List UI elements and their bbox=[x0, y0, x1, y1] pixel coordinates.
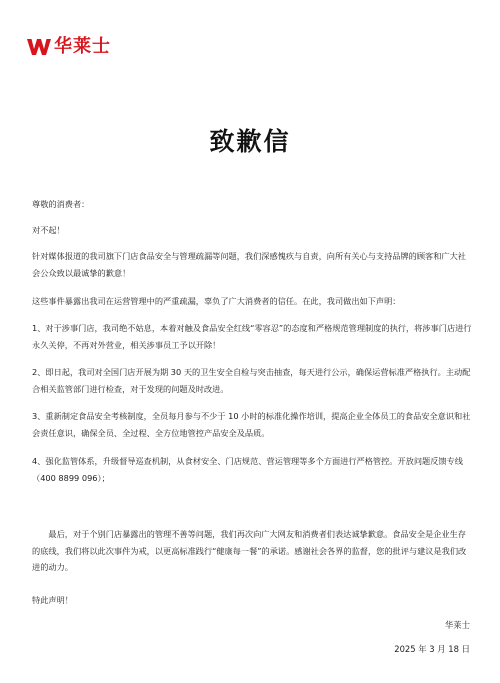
paragraph-apology: 针对媒体报道的我司旗下门店食品安全与管理疏漏等问题，我们深感愧疚与自责，向所有关心与支持品牌的顾客和广大社会公众致以最诚挚的歉意！ bbox=[32, 251, 466, 278]
statement-item-4: 4、强化监管体系，升级督导巡查机制，从食材安全、门店规范、营运管理等多个方面进行严格管控。开放问题反馈专线（400 8899 096）； bbox=[32, 456, 463, 483]
letter-title: 致歉信 bbox=[209, 127, 291, 156]
letter-statement-end: 特此声明！ bbox=[32, 595, 73, 605]
brand-name: 华莱士 bbox=[54, 36, 111, 57]
brand-logo bbox=[27, 36, 111, 58]
letter-opening: 对不起！ bbox=[32, 225, 65, 235]
letter-date: 2025 年 3 月 18 日 bbox=[394, 644, 470, 654]
paragraph-closing: 最后，对于个别门店暴露出的管理不善等问题，我们再次向广大网友和消费者们表达诚挚歉意。食品安全是企业生存的底线，我们将以此次事件为戒，以更高标准践行“健康每一餐”的承诺。感谢社会各界的监督，您的批评与建议是我们改进的动力。 bbox=[32, 529, 467, 572]
statement-item-2: 2、即日起，我司对全国门店开展为期 30 天的卫生安全自检与突击抽查，每天进行公示，确保运营标准严格执行。主动配合相关监管部门进行检查，对于发现的问题及时改进。 bbox=[32, 367, 471, 394]
statement-item-1: 1、对于涉事门店，我司绝不姑息，本着对触及食品安全红线“零容忍”的态度和严格规范管理制度的执行，将涉事门店进行永久关停，不再对外营业，相关涉事员工予以开除！ bbox=[32, 323, 472, 350]
letter-signature: 华莱士 bbox=[444, 620, 470, 630]
statement-item-3: 3、重新制定食品安全考核制度，全员每月参与不少于 10 小时的标准化操作培训，提高企业全体员工的食品安全意识和社会责任意识，确保全员、全过程、全方位地管控产品安全及品质。 bbox=[32, 411, 471, 438]
paragraph-statement-intro: 这些事件暴露出我司在运营管理中的严重疏漏，辜负了广大消费者的信任。在此，我司做出如下声明： bbox=[32, 296, 401, 306]
letter-salutation: 尊敬的消费者： bbox=[32, 199, 90, 209]
wallace-w-logo-icon bbox=[27, 37, 51, 57]
